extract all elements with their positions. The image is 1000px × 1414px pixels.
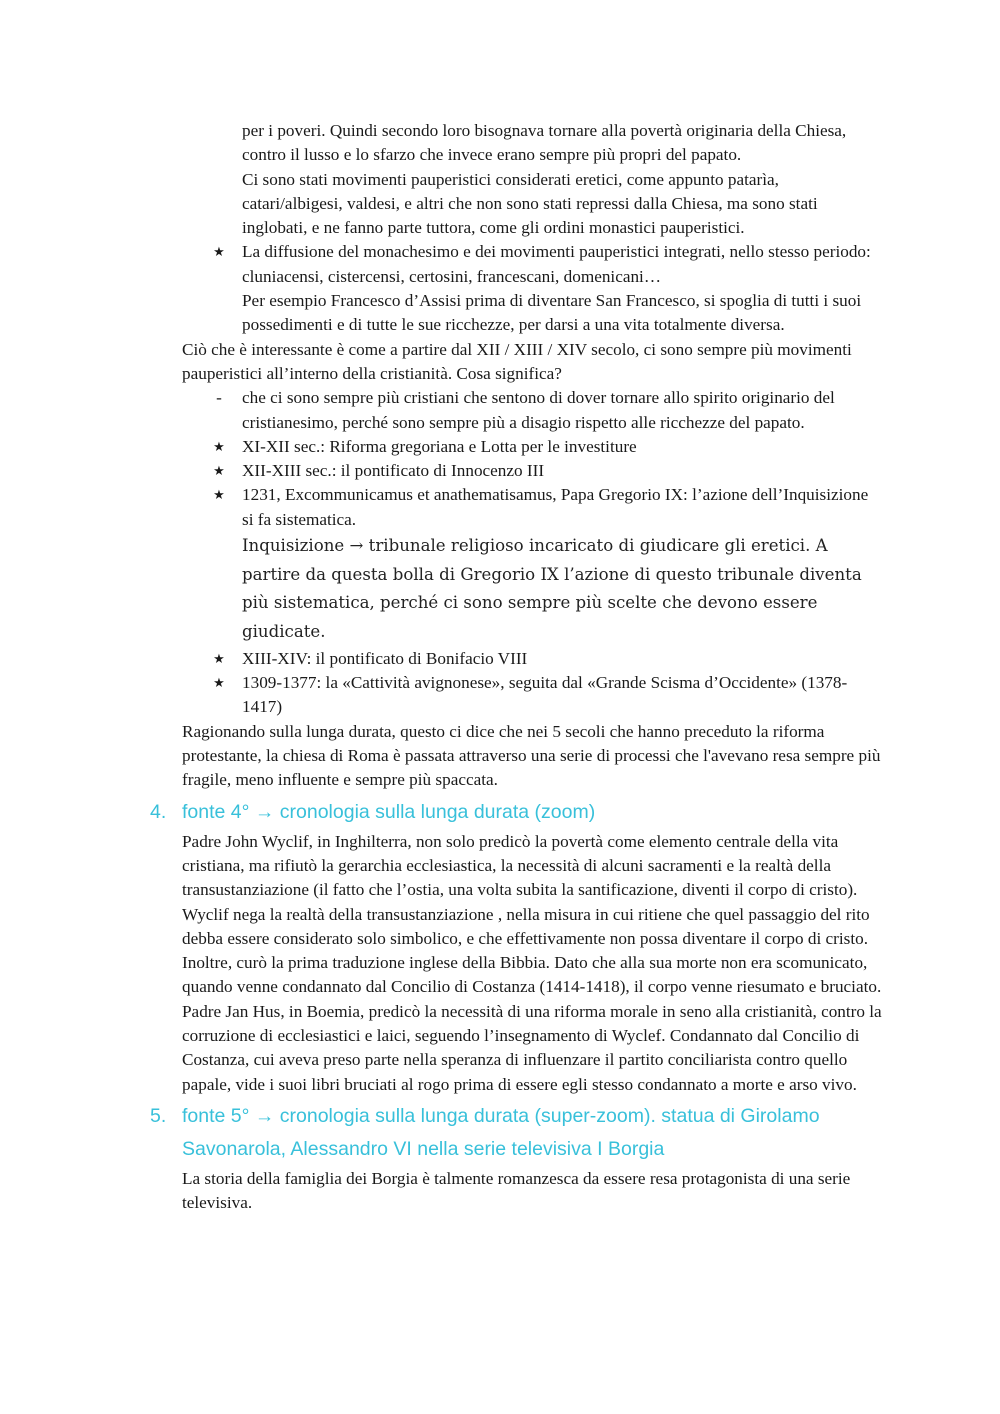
timeline-item [213,435,882,459]
intro-paragraph-2: Ci sono stati movimenti pauperistici considerati eretici, come appunto patarìa, catari/albigesi, valdesi, e altri che non sono stati repressi dalla Chiesa, ma sono stati inglobati, e ne fanno parte tuttora, come gli ordini monastici pauperistici. [242,169,818,238]
page-content [150,119,882,1216]
section-title: fonte 4° → cronologia sulla lunga durata (zoom) [182,800,596,823]
hus-paragraph: Padre Jan Hus, in Boemia, predicò la necessità di una riforma morale in seno alla cristianità, contro la corruzione di ecclesiastici e laici, seguendo l’insegnamento di Wyclef. Condannato dal Concilio di Costanza, cui aveva preso parte nella speranza di influenzare il partito conciliarista contro quello papale, vide i suoi libri bruciati al rogo prima di essere egli stesso condannato a morte e arso vivo. [182,1001,882,1094]
borgia-paragraph: La storia della famiglia dei Borgia è talmente romanzesca da essere resa protagonista di una serie televisiva. [182,1168,851,1213]
inquisizione-note: Inquisizione → tribunale religioso incaricato di giudicare gli eretici. A partire da questa bolla di Gregorio IX l’azione di questo tribunale diventa più sistematica, perché ci sono sempre più scelte che devono essere giudicate. [242,536,862,642]
star-bullet-icon: ★ [213,650,225,666]
star-bullet-icon: ★ [213,487,225,503]
list-item-text: La diffusione del monachesimo e dei movimenti pauperistici integrati, nello stesso periodo: cluniacensi, cistercensi, certosini, francescani, domenicani… [242,242,871,286]
wyclif-paragraph: Padre John Wyclif, in Inghilterra, non solo predicò la povertà come elemento centrale della vita cristiana, ma rifiutò la gerarchia ecclesiastica, la necessità di alcuni sacramenti e la realtà della transustanziazione (il fatto che l’ostia, una volta subita la santificazione, diventi il corpo di cristo). Wyclif nega la realtà della transustanziazione , nella misura in cui ritiene che quel passaggio del rito debba essere considerato solo simbolico, e che effettivamente non possa diventare il corpo di cristo. Inoltre, curò la prima traduzione inglese della Bibbia. Dato che alla sua morte non era scomunicato, quando venne condannato dal Concilio di Costanza (1414-1418), il corpo venne riesumato e bruciato. [182,831,882,997]
timeline-item-text: 1231, Excommunicamus et anathematisamus, Papa Gregorio IX: l’azione dell’Inquisizione si fa sistematica. [242,485,869,529]
star-bullet-icon: ★ [213,675,225,691]
timeline-item [213,671,882,720]
section-5-heading [150,1100,882,1166]
star-bullet-icon: ★ [213,463,225,479]
timeline-item [213,647,882,671]
timeline-item [213,483,882,532]
section-number: 4. [150,800,167,823]
dash-list [182,386,882,435]
list-item [216,386,882,435]
dash-bullet-icon: - [216,388,222,408]
timeline-item-text: XII-XIII sec.: il pontificato di Innocenzo III [242,461,545,481]
francesco-note: Per esempio Francesco d’Assisi prima di diventare San Francesco, si spoglia di tutti i suoi possedimenti e di tutte le sue ricchezze, per darsi a una vita totalmente diversa. [242,291,862,335]
paragraph-lunga-durata: Ragionando sulla lunga durata, questo ci dice che nei 5 secoli che hanno preceduto la riforma protestante, la chiesa di Roma è passata attraverso una serie di processi che l'avevano resa sempre più fragile, meno influente e sempre più spaccata. [182,721,881,790]
monachesimo-list [182,240,882,289]
intro-paragraph-1: per i poveri. Quindi secondo loro bisognava tornare alla povertà originaria della Chiesa, contro il lusso e lo sfarzo che invece erano sempre più propri del papato. [242,121,847,165]
timeline-item-text: XI-XII sec.: Riforma gregoriana e Lotta per le investiture [242,436,637,456]
star-bullet-icon: ★ [213,244,225,260]
paragraph-secoli: Ciò che è interessante è come a partire dal XII / XIII / XIV secolo, ci sono sempre più movimenti pauperistici all’interno della cristianità. Cosa significa? [182,339,852,383]
timeline-item-text: 1309-1377: la «Cattività avignonese», seguita dal «Grande Scisma d’Occidente» (1378-1417) [242,673,848,717]
star-bullet-icon: ★ [213,438,225,454]
list-item [213,240,882,289]
timeline-item-text: XIII-XIV: il pontificato di Bonifacio VIII [242,648,528,668]
timeline-list-2 [182,647,882,720]
list-item-text: che ci sono sempre più cristiani che sentono di dover tornare allo spirito originario del cristianesimo, perché sono sempre più a disagio rispetto alle ricchezze del papato. [242,388,835,432]
section-number: 5. [150,1104,167,1127]
section-4-heading [150,796,882,829]
timeline-item [213,459,882,483]
timeline-list [182,435,882,532]
section-title: fonte 5° → cronologia sulla lunga durata (super-zoom). statua di Girolamo Savonarola, Alessandro VI nella serie televisiva I Borgia [182,1104,820,1160]
